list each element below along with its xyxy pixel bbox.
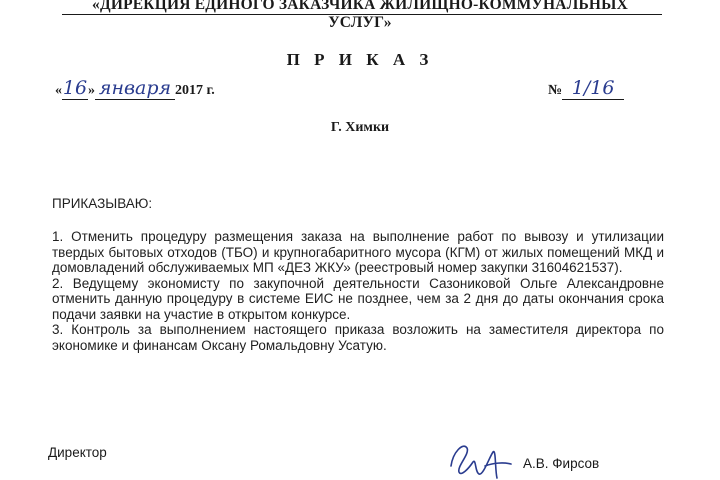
date-month-handwritten: января [98, 77, 172, 99]
city-line: Г. Химки [330, 120, 390, 135]
document-number [548, 77, 624, 100]
header-divider [62, 14, 662, 15]
number-label: № [548, 83, 563, 98]
director-title: Директор [48, 445, 107, 460]
order-word: ПРИКАЗЫВАЮ: [52, 196, 153, 211]
document-date [55, 77, 215, 100]
signer-name: А.В. Фирсов [523, 456, 600, 471]
signature-image [445, 436, 517, 480]
date-year: 2017 г. [175, 83, 215, 98]
date-day-handwritten: 16 [62, 77, 88, 99]
order-item: 3. Контроль за выполнением настоящего приказа возложить на заместителя директора по экономике и финансам Оксану Ромальдовну Усатую. [52, 322, 664, 353]
date-month-field [95, 77, 175, 100]
organization-title: «ДИРЕКЦИЯ ЕДИНОГО ЗАКАЗЧИКА ЖИЛИЩНО-КОММУНАЛЬНЫХ УСЛУГ» [92, 0, 628, 31]
date-day-field [62, 77, 88, 100]
number-handwritten: 1/16 [571, 77, 615, 99]
order-item: 1. Отменить процедуру размещения заказа на выполнение работ по вывозу и утилизации твердых бытовых отходов (ТБО) и крупногабаритного мусора (КГМ) от жилых помещений МКД и домовладений обслуживаемых МП «ДЕЗ ЖКУ» (реестровый номер закупки 31604621537). [52, 229, 664, 275]
document-title: П Р И К А З [286, 50, 434, 69]
date-open-quote: « [55, 83, 62, 98]
date-close-quote: » [88, 83, 95, 98]
order-items [52, 229, 664, 353]
number-field [562, 77, 624, 100]
order-item: 2. Ведущему экономисту по закупочной деятельности Сазониковой Ольге Александровне отменить данную процедуру в системе ЕИС не позднее, чем за 2 дня до даты окончания срока подачи заявки на участие в открытом конкурсе. [52, 275, 664, 322]
